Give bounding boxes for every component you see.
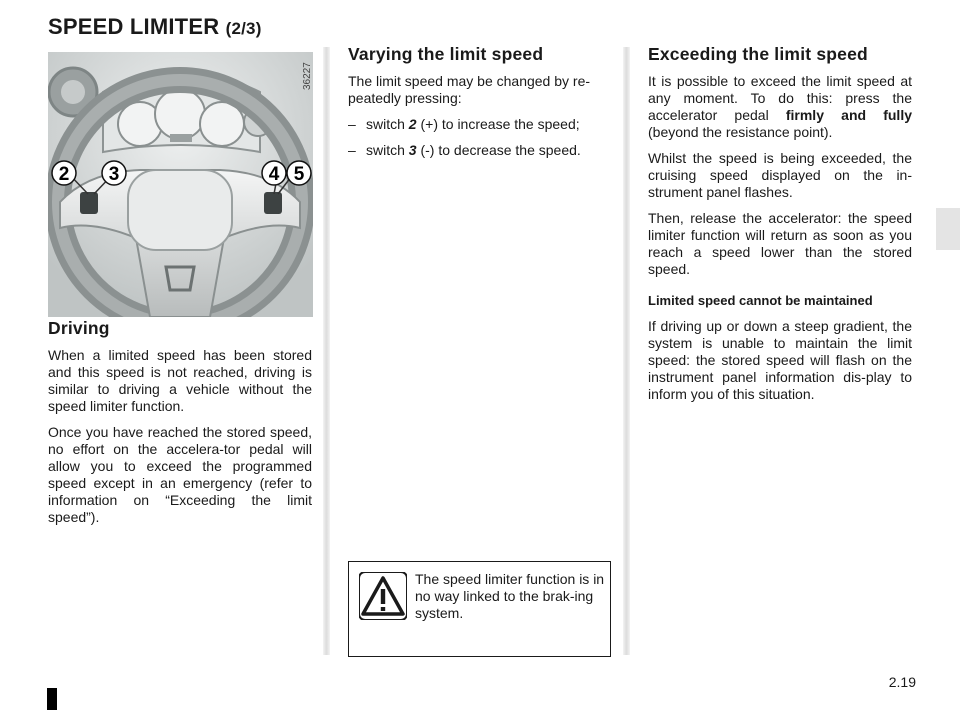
steering-wheel-icon xyxy=(48,52,313,317)
varying-heading: Varying the limit speed xyxy=(348,44,544,64)
exceeding-paragraph-1 xyxy=(648,73,912,141)
item-text: (-) to decrease the speed. xyxy=(416,142,581,158)
driving-paragraph-2: Once you have reached the stored speed, no effort on the accelera-tor pedal will allow you to exceed the programmed speed except in an emergency (refer to information on “Exceeding the limit speed”). xyxy=(48,424,312,525)
figure-code: 36227 xyxy=(302,62,313,90)
warning-text: The speed limiter function is in no way linked to the brak-ing system. xyxy=(415,571,605,621)
driving-section xyxy=(48,320,312,535)
item-text: switch xyxy=(366,116,409,132)
callout-3: 3 xyxy=(108,164,120,185)
callout-2: 2 xyxy=(58,164,70,185)
varying-section xyxy=(348,46,612,168)
paragraph-text: It is possible to exceed the limit speed at any moment. To do this: press the accelerator pedal xyxy=(648,73,912,123)
exceeding-paragraph-2: Whilst the speed is being exceeded, the cruising speed displayed on the in-strument panel flashes. xyxy=(648,150,912,200)
varying-intro: The limit speed may be changed by re-peatedly pressing: xyxy=(348,73,591,106)
exceeding-section xyxy=(648,46,912,412)
column-divider xyxy=(623,47,630,655)
list-dash: – xyxy=(348,142,356,158)
column-divider xyxy=(323,47,330,655)
callout-5: 5 xyxy=(293,164,305,185)
title-main: SPEED LIMITER xyxy=(48,14,220,39)
exceeding-paragraph-4: If driving up or down a steep gradient, the system is unable to maintain the limit speed: the stored speed will flash on the instrument panel information dis-play to inform you of this situation. xyxy=(648,318,912,402)
list-dash: – xyxy=(348,116,356,132)
list-item xyxy=(348,142,612,159)
item-text: (+) to increase the speed; xyxy=(416,116,580,132)
page-number: 2.19 xyxy=(888,674,916,690)
section-tab xyxy=(936,208,960,250)
warning-box xyxy=(348,561,611,657)
switch-number: 3 xyxy=(408,142,417,158)
driving-paragraph-1: When a limited speed has been stored and this speed is not reached, driving is similar to driving a vehicle without the speed limiter function. xyxy=(48,347,312,414)
paragraph-text: (beyond the resistance point). xyxy=(648,124,833,140)
page-title xyxy=(48,14,262,40)
emphasis-text: firmly and fully xyxy=(785,107,912,123)
exceeding-subheading: Limited speed cannot be maintained xyxy=(648,293,873,308)
list-item xyxy=(348,116,612,133)
warning-triangle-icon xyxy=(359,572,407,620)
exceeding-paragraph-3: Then, release the accelerator: the speed limiter function will return as soon as you reach a speed lower than the stored speed. xyxy=(648,210,912,277)
title-part: (2/3) xyxy=(225,19,262,38)
corner-mark xyxy=(47,688,57,710)
callout-4: 4 xyxy=(268,164,280,185)
item-text: switch xyxy=(366,142,409,158)
exceeding-heading: Exceeding the limit speed xyxy=(648,44,868,64)
driving-heading: Driving xyxy=(48,318,110,338)
steering-wheel-illustration xyxy=(48,52,313,317)
switch-number: 2 xyxy=(408,116,417,132)
